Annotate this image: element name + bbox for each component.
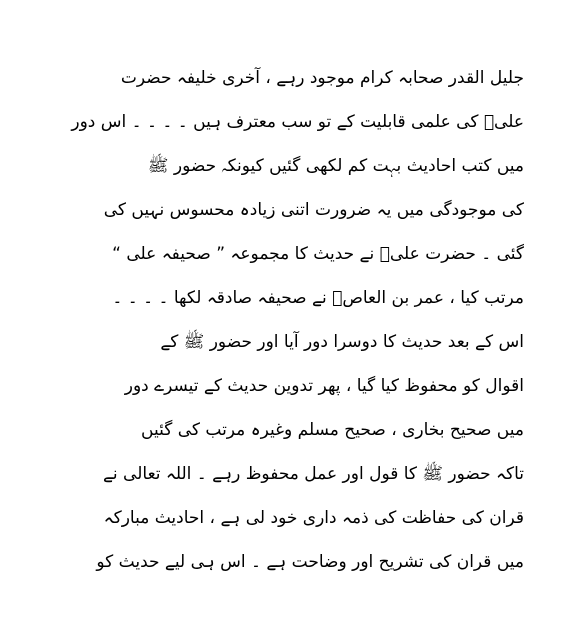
paragraph-line-11: قران کی حفاظت کی ذمہ داری خود لی ہے ، احادیث مبارکہ: [103, 508, 524, 528]
paragraph-line-5: گئی ۔ حضرت علیؓ نے حدیث کا مجموعہ ” صحیفہ علی “: [112, 244, 524, 264]
paragraph-line-3: میں کتب احادیث بہت کم لکھی گئیں کیونکہ حضور ﷺ: [147, 156, 524, 176]
paragraph-line-2: علیؓ کی علمی قابلیت کے تو سب معترف ہیں ۔ ۔ ۔ ۔ اس دور: [71, 112, 524, 132]
paragraph-line-10: تاکہ حضور ﷺ کا قول اور عمل محفوظ رہے ۔ اللہ تعالی نے: [102, 464, 524, 484]
urdu-paragraph: [40, 56, 524, 584]
paragraph-line-7: اس کے بعد حدیث کا دوسرا دور آیا اور حضور ﷺ کے: [160, 332, 524, 352]
paragraph-line-8: اقوال کو محفوظ کیا گیا ، پھر تدوین حدیث کے تیسرے دور: [124, 376, 524, 396]
paragraph-line-6: مرتب کیا ، عمر بن العاصؓ نے صحیفہ صادقہ لکھا ۔ ۔ ۔ ۔: [112, 288, 524, 308]
paragraph-line-12: میں قران کی تشریح اور وضاحت ہے ۔ اس ہی لیے حدیث کو: [96, 552, 524, 572]
paragraph-line-4: کی موجودگی میں یہ ضرورت اتنی زیادہ محسوس نہیں کی: [103, 200, 524, 220]
paragraph-line-9: میں صحیح بخاری ، صحیح مسلم وغیرہ مرتب کی گئیں: [141, 420, 524, 440]
paragraph-line-1: جلیل القدر صحابہ کرام موجود رہے ، آخری خلیفہ حضرت: [120, 68, 524, 88]
